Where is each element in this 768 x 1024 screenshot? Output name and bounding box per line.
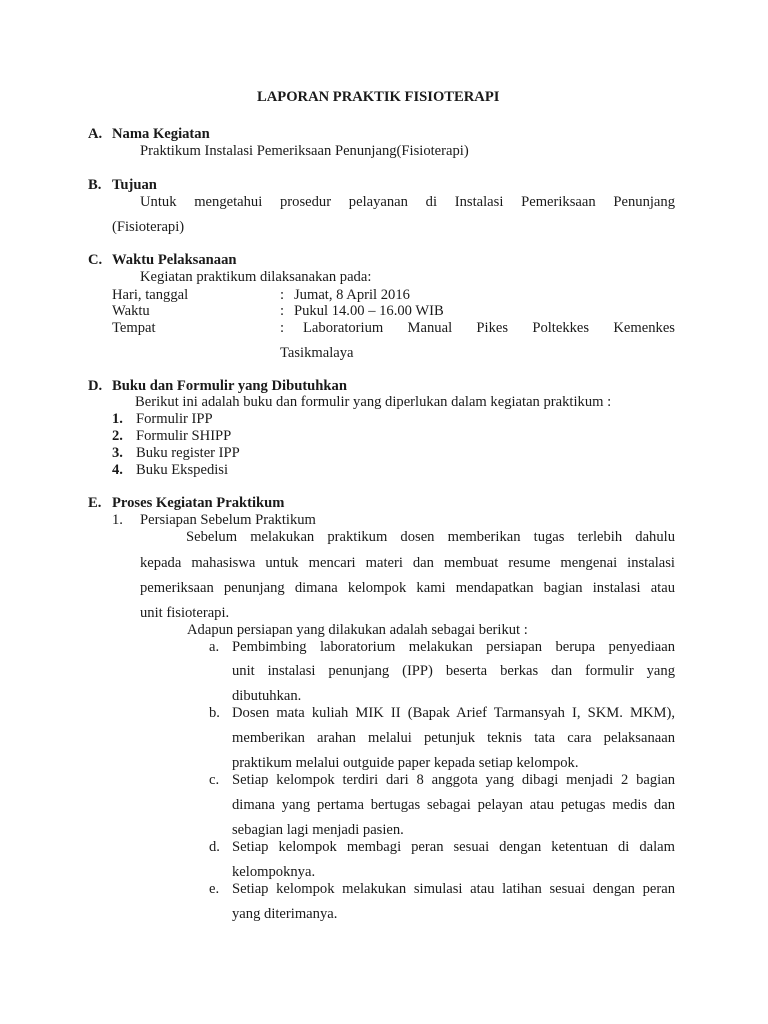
schedule-value-place-cont: Tasikmalaya	[280, 345, 354, 361]
list-item-line: dimana yang pertama bertugas sebagai pelayan atau petugas medis dan	[232, 797, 675, 813]
list-item: Buku register IPP	[136, 445, 240, 461]
subsection-heading: Persiapan Sebelum Praktikum	[140, 512, 316, 528]
list-item-line: Pembimbing laboratorium melakukan persiapan berupa penyediaan	[232, 639, 675, 655]
subsection-number: 1.	[112, 512, 123, 528]
section-c-heading: Waktu Pelaksanaan	[112, 252, 237, 268]
list-item-line: Setiap kelompok membagi peran sesuai dengan ketentuan di dalam	[232, 839, 675, 855]
list-number: 2.	[112, 428, 123, 444]
preparation-intro: Adapun persiapan yang dilakukan adalah sebagai berikut :	[187, 622, 528, 638]
list-letter: d.	[209, 839, 220, 855]
section-d-letter: D.	[88, 378, 103, 394]
schedule-colon-place: :	[280, 320, 285, 336]
schedule-label-place: Tempat	[112, 320, 156, 336]
schedule-colon-day: :	[280, 287, 285, 303]
section-c-intro: Kegiatan praktikum dilaksanakan pada:	[140, 269, 372, 285]
paragraph-line: unit fisioterapi.	[140, 605, 230, 621]
list-item-line: Setiap kelompok melakukan simulasi atau latihan sesuai dengan peran	[232, 881, 675, 897]
schedule-value-time: Pukul 14.00 – 16.00 WIB	[294, 303, 444, 319]
list-number: 1.	[112, 411, 123, 427]
list-number: 4.	[112, 462, 123, 478]
section-b-line2: (Fisioterapi)	[112, 219, 185, 235]
list-item-line: memberikan arahan melalui petunjuk teknis tata cara pelaksanaan	[232, 730, 675, 746]
schedule-label-time: Waktu	[112, 303, 150, 319]
schedule-value-day: Jumat, 8 April 2016	[294, 287, 410, 303]
list-number: 3.	[112, 445, 123, 461]
list-item: Formulir SHIPP	[136, 428, 232, 444]
list-item-line: unit instalasi penunjang (IPP) beserta berkas dan formulir yang	[232, 663, 675, 679]
section-d-intro: Berikut ini adalah buku dan formulir yang diperlukan dalam kegiatan praktikum :	[135, 394, 612, 410]
section-b-line1: Untuk mengetahui prosedur pelayanan di Instalasi Pemeriksaan Penunjang	[140, 194, 675, 210]
section-a-text: Praktikum Instalasi Pemeriksaan Penunjang(Fisioterapi)	[140, 143, 469, 159]
section-c-letter: C.	[88, 252, 103, 268]
list-item-line: Setiap kelompok terdiri dari 8 anggota yang dibagi menjadi 2 bagian	[232, 772, 675, 788]
paragraph-line: kepada mahasiswa untuk mencari materi dan membuat resume mengenai instalasi	[140, 555, 675, 571]
list-item-line: praktikum melalui outguide paper kepada setiap kelompok.	[232, 755, 579, 771]
section-a-heading: Nama Kegiatan	[112, 126, 210, 142]
list-item-line: kelompoknya.	[232, 864, 316, 880]
section-e-heading: Proses Kegiatan Praktikum	[112, 495, 285, 511]
section-b-letter: B.	[88, 177, 102, 193]
list-item-line: dibutuhkan.	[232, 688, 302, 704]
list-letter: a.	[209, 639, 220, 655]
list-item: Formulir IPP	[136, 411, 213, 427]
document-title: LAPORAN PRAKTIK FISIOTERAPI	[257, 89, 500, 105]
schedule-colon-time: :	[280, 303, 285, 319]
list-item-line: Dosen mata kuliah MIK II (Bapak Arief Tarmansyah I, SKM. MKM),	[232, 705, 675, 721]
paragraph-line: Sebelum melakukan praktikum dosen memberikan tugas terlebih dahulu	[186, 529, 675, 545]
section-b-heading: Tujuan	[112, 177, 157, 193]
schedule-label-day: Hari, tanggal	[112, 287, 189, 303]
list-letter: c.	[209, 772, 220, 788]
section-e-letter: E.	[88, 495, 102, 511]
list-letter: e.	[209, 881, 220, 897]
section-d-heading: Buku dan Formulir yang Dibutuhkan	[112, 378, 347, 394]
list-letter: b.	[209, 705, 220, 721]
section-a-letter: A.	[88, 126, 103, 142]
schedule-value-place: Laboratorium Manual Pikes Poltekkes Kemenkes	[303, 320, 675, 336]
list-item: Buku Ekspedisi	[136, 462, 229, 478]
list-item-line: yang diterimanya.	[232, 906, 338, 922]
paragraph-line: pemeriksaan penunjang dimana kelompok kami mendapatkan bagian instalasi atau	[140, 580, 675, 596]
list-item-line: sebagian lagi menjadi pasien.	[232, 822, 404, 838]
